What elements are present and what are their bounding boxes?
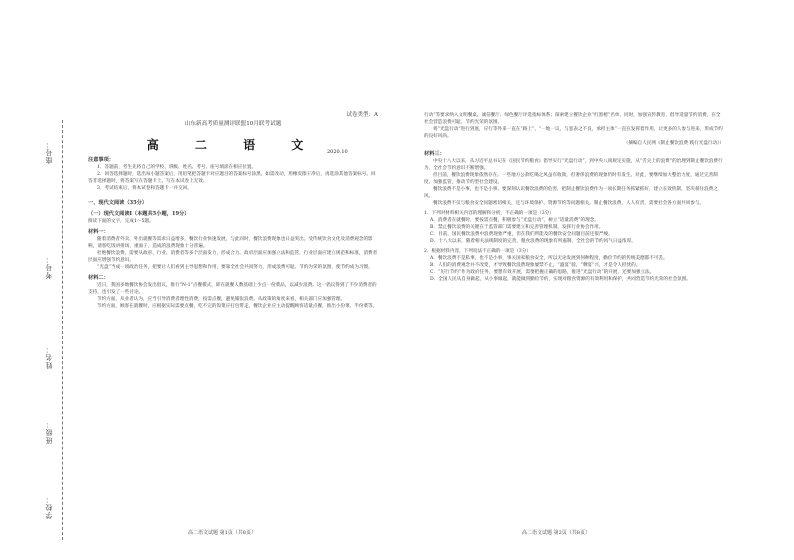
school-label: 学校：	[45, 495, 53, 519]
exam-title: 山东新高考质量测评联盟10月联考试题	[184, 121, 282, 127]
notice-item: 2．回答选择题时，选出每小题答案后，用铅笔把答题卡对应题目的答案标号涂黑。如需改动，用橡皮擦干净后，再选涂其他答案标号。回答非选择题时，将答案写在答题卡上。写在本试卷上无效。	[88, 172, 376, 184]
body-paragraph: 节约方面，顾客在就餐时，应根据实际需要点餐，吃不完的饭菜应打包带走。餐饮企业应主动提醒顾客适量点餐，推出小份菜、半份菜等。	[97, 304, 378, 309]
body-paragraph: 餐饮浪费不仅与粮食安全问题密切相关，还与环境保护、资源节约等问题相关。制止餐饮浪费，人人有责，需要社会各方面共同参与。	[433, 201, 705, 206]
source-note: （摘编自人民网《制止餐饮浪费 践行光盘行动》）	[623, 141, 724, 146]
answer-option: C．“厉行节约”作为政府任务，要想有效开展，需要把握正确的思路，推进“光盘行动”的开展，还要加强立法。	[430, 270, 655, 275]
answer-option: B．禁止餐饮浪费的关键在于监管部门需要建立和完善管理机制，发挥行业协会作用。	[430, 225, 604, 230]
body-paragraph: 行动”等要求纳入文明餐桌、诚信餐厅、绿色餐厅评选指标体系；探索建立餐饮企业“红黑榜”名单，同时，加强宣传教育，倡导适量节约消费，在全社会营造浪费可耻、节约光荣的氛围。	[424, 113, 721, 125]
body-paragraph: 将“光盘行动”进行到底，应行等外来一直在“路上”、“一地一议，与恶表之不良，承担主体”一直在发挥着作用，让更多的人参与进来，形成节约的良好风尚。	[424, 127, 723, 139]
exam-date: 2020.10	[327, 149, 348, 155]
body-paragraph: 节约方面，从业者认为，应当引导消费者理性消费，按需点餐，避免铺张浪费。从政策的角度来看，相关部门应加强管理。	[97, 297, 346, 302]
question-stem: 1．下列对材料相关内容的理解和分析，不正确的一项是（3分）	[424, 211, 554, 216]
page-footer: 高二语文试题 第2页（共8页）	[522, 530, 590, 536]
instruction-text: 阅读下面的文字，完成1～5题。	[88, 219, 154, 224]
notice-item: 3．考试结束后，将本试卷和答题卡一并交回。	[97, 186, 192, 191]
body-paragraph: “光盘”当成一项政治任务，把要让人们看到主导思想和作用，要靠全社会共同努力，形成浪费可耻、节约为荣的氛围，使节约成为习惯。	[97, 265, 373, 270]
answer-option: A．消费者在就餐时，要按需点餐，积极参与“光盘行动”，树立“适量消费”的理念。	[430, 218, 599, 223]
material-label: 材料一：	[88, 229, 109, 235]
body-paragraph: 杜绝餐饮浪费，需要从政府、行业、消费者等多个层面发力，形成合力。政府层面应加强立法和监管，行业层面应建立规范和标准，消费者层面应增强节约意识。	[88, 251, 378, 263]
body-paragraph: 但目前，餐饮浪费现象依然存在。一些地方公款吃喝之风虽有收敛，但奢侈浪费的现象仍时有发生。对此，要继续加大整治力度，通过完善制度、加强监管，推动节约型社会建设。	[424, 173, 718, 185]
page-two	[424, 112, 724, 283]
subsection-heading: （一）现代文阅读Ⅰ（本题共5小题，19分）	[88, 211, 190, 217]
answer-option: B．人们的消费观念并不改变，才导致餐饮浪费现象屡禁不止，“盛宴”骑，“剩宴”兴，才是令人担忧的。	[430, 263, 641, 268]
exam-type-label: 试卷类型：A	[346, 112, 378, 118]
page-one	[88, 112, 378, 310]
body-paragraph: 餐饮浪费不是小事，也不是小事。要深刻认识餐饮浪费的危害，把制止餐饮浪费作为一项长期任务抓紧抓好，建立长效机制，坚决刹住浪费之风。	[424, 187, 718, 199]
answer-option: D．全国人民从自身做起，从小事做起，就能做到勤俭节约，实现对粮食资源的有效利用和保护，共同营造节约光荣的社会氛围。	[430, 277, 691, 282]
answer-option: C．目前，国民餐饮浪费中浪费现象严重，但在我们所能及的餐饮安全问题目前还很严峻。	[430, 232, 613, 237]
body-paragraph: 近日，我国多地餐饮协会发出倡议，推行“N-1”点餐模式，即在就餐人数基础上少点一份菜品，以减少浪费。这一倡议得到了不少消费者的支持，也引发了一些讨论。	[88, 283, 377, 295]
material-label: 材料二：	[88, 275, 109, 281]
page-footer: 高二语文试题 第1页（共8页）	[188, 530, 256, 536]
answer-option: A．餐饮浪费不是私事，也不是小事，事关国家粮食安全，所以无论发展到何种程度，勤俭节约的传统美德都不可丢。	[430, 256, 668, 261]
binding-line	[62, 120, 64, 540]
body-paragraph: 中央十八大以来，从习近平总书记在《国民节约粮食》倡导实行“光盘行动”，到中央八项规定实施，从“舌尖上的浪费”的治理到制止餐饮浪费行为，全社会节约意识不断增强。	[424, 159, 723, 171]
answer-option: D．十八大以来，随着相关法规制度的完善，粮食浪费的现象有所遏制，全社会的节约风气日益浓厚。	[430, 239, 636, 244]
name-label: 姓名：	[45, 345, 53, 369]
class-label: 班级：	[45, 420, 53, 444]
seat-label: 座号：	[45, 140, 53, 164]
material-label: 材料三：	[424, 151, 445, 157]
question-stem: 2．根据材料内容，下列说法不正确的一项是（3分）	[424, 249, 531, 254]
notice-title: 注意事项：	[88, 157, 114, 163]
section-heading: 一、现代文阅读（35分）	[88, 200, 148, 206]
body-paragraph: 随着消费者外卖、外出就餐等需求日益增多，餐饮行业快速发展，与此同时，餐饮浪费现象也日益突出。受传统饮食文化及消费观念的影响，请客吃饭讲排场、重面子，造成的浪费现象十分普遍。	[88, 237, 373, 249]
exam-number-label: 考号：	[45, 255, 53, 279]
notice-item: 1．答题前，考生先将自己的学校、班级、姓名、考号、座号填涂在相应位置。	[97, 165, 257, 170]
subject-title: 高 二 语 文	[146, 138, 320, 152]
